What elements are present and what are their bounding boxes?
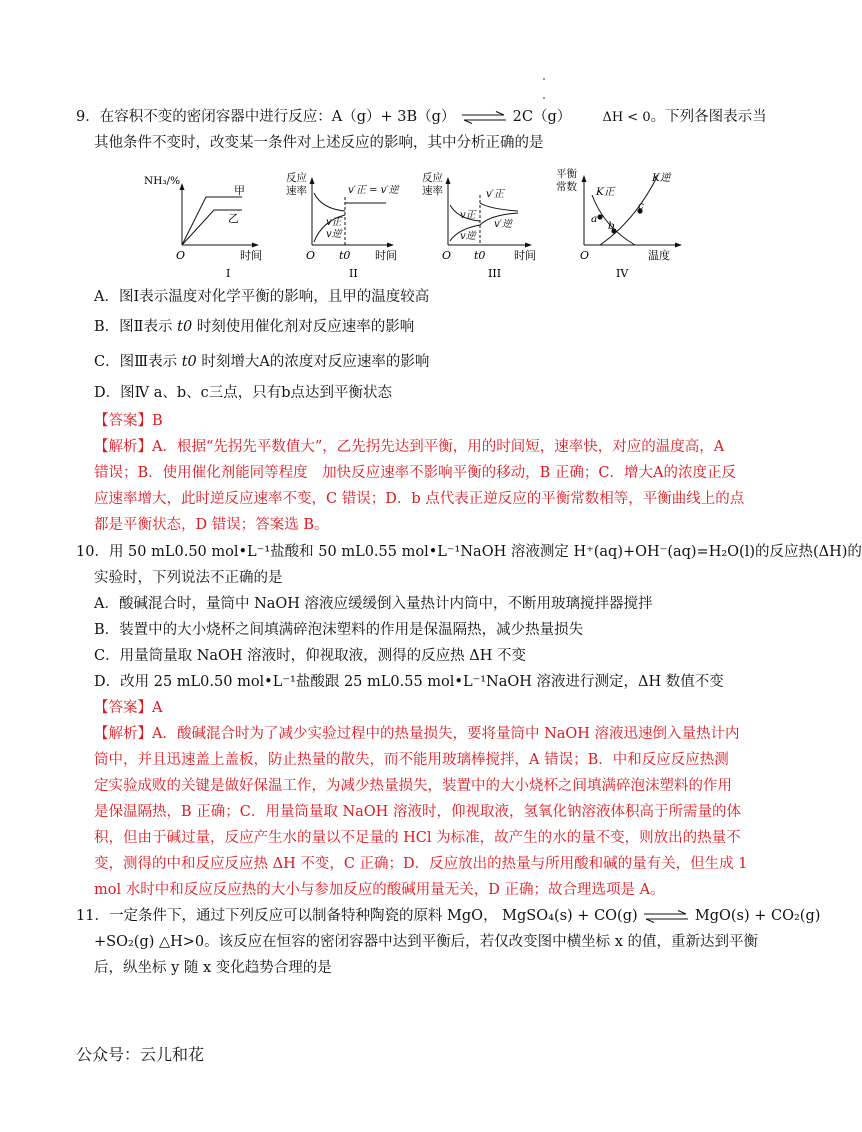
q10-explanation: 【解析】A．酸碱混合时为了减少实验过程中的热量损失，要将量筒中 NaOH 溶液迅速倒入量热计内 xyxy=(94,726,740,742)
q9-option-a: A．图Ⅰ表示温度对化学平衡的影响，且甲的温度较高 xyxy=(94,289,430,305)
q11-stem-line2: +SO₂(g) △H>0。该反应在恒容的密闭容器中达到平衡后，若仅改变图中横坐标 x 的值，重新达到平衡 xyxy=(94,934,759,950)
q9-stem-line2: 其他条件不变时，改变某一条件对上述反应的影响，其中分析正确的是 xyxy=(94,135,544,151)
q10-option-a: A．酸碱混合时，量筒中 NaOH 溶液应缓缓倒入量热计内筒中，不断用玻璃搅拌器搅拌 xyxy=(94,596,653,612)
fig1-label-yi: 乙 xyxy=(228,212,239,225)
delta-h-text: ΔH < 0 xyxy=(602,110,651,125)
fig3-label-fwd: v正 xyxy=(460,210,476,221)
scan-dot xyxy=(543,78,545,80)
fig4-label-b: b xyxy=(608,220,615,232)
fig1-label-jia: 甲 xyxy=(234,184,245,197)
q9-answer: 【答案】B xyxy=(94,413,163,429)
q9-figures xyxy=(130,165,690,280)
q9-stem-text: 2C（g） xyxy=(512,109,572,125)
t0-symbol: t0 xyxy=(177,319,193,335)
fig3-x-arrow-icon xyxy=(525,243,532,248)
footer-watermark: 公众号：云儿和花 xyxy=(76,1045,205,1064)
fig4-ylabel: 平衡 xyxy=(556,168,577,180)
figure-1 xyxy=(144,175,262,280)
q10-explanation: 是保温隔热，B 正确；C．用量筒量取 NaOH 溶液时，仰视取液，氢氧化钠溶液体积高于所需量的体 xyxy=(94,804,741,820)
fig2-t0: t0 xyxy=(339,249,351,262)
fig2-y-arrow-icon xyxy=(310,177,315,184)
fig2-x-arrow-icon xyxy=(387,243,394,248)
fig2-label-fwd: v正 xyxy=(326,217,342,228)
q9-stem-line1 xyxy=(76,108,767,127)
q10-explanation: 变，测得的中和反应反应热 ΔH 不变，C 正确；D．反应放出的热量与所用酸和碱的量有关，但生成 1 xyxy=(94,856,748,872)
fig3-caption: III xyxy=(488,267,502,280)
q11-stem-line1 xyxy=(76,907,820,925)
fig2-label-rev: v逆 xyxy=(326,229,342,240)
q11-stem-line3: 后，纵坐标 y 随 x 变化趋势合理的是 xyxy=(94,960,332,976)
fig4-y-arrow-icon xyxy=(582,175,587,182)
equilibrium-arrow-icon xyxy=(642,909,690,923)
q9-option-b: B．图Ⅱ表示 t0 时刻使用催化剂对反应速率的影响 xyxy=(94,319,415,335)
fig2-ylabel: 速率 xyxy=(286,185,307,197)
fig3-origin: O xyxy=(442,249,452,262)
fig1-ylabel: NH₃/% xyxy=(144,175,181,187)
fig4-x-arrow-icon xyxy=(675,243,682,248)
fig4-label-a: a xyxy=(591,213,598,225)
fig1-xlabel: 时间 xyxy=(240,249,262,262)
fig3-y-arrow-icon xyxy=(446,177,451,184)
fig3-label-rev2: v′逆 xyxy=(494,219,512,230)
q10-option-c: C．用量筒量取 NaOH 溶液时，仰视取液，测得的反应热 ΔH 不变 xyxy=(94,648,527,664)
fig2-v-fwd xyxy=(314,193,345,211)
fig3-label-fwd2: v′正 xyxy=(486,189,504,200)
fig3-t0: t0 xyxy=(474,249,486,262)
fig2-origin: O xyxy=(306,249,316,262)
fig1-x-arrow-icon xyxy=(252,243,259,248)
q9-explanation: 应速率增大，此时逆反应速率不变，C 错误；D．b 点代表正逆反应的平衡常数相等，平衡曲线上的点 xyxy=(94,491,745,507)
fig3-ylabel: 速率 xyxy=(422,185,443,197)
fig4-caption: IV xyxy=(616,267,629,280)
q11-stem-text: MgO(s) + CO₂(g) xyxy=(694,908,821,924)
fig3-xlabel: 时间 xyxy=(514,249,536,262)
q10-explanation: mol 水时中和反应反应热的大小与参加反应的酸碱用量无关，D 正确；故合理选项是 A。 xyxy=(94,882,665,898)
equilibrium-arrow-icon xyxy=(460,110,508,124)
fig3-label-rev: v逆 xyxy=(460,231,476,242)
q9-stem-text: 9．在容积不变的密闭容器中进行反应：A（g）+ 3B（g） xyxy=(76,109,456,125)
q10-stem-line2: 实验时，下列说法不正确的是 xyxy=(94,570,283,586)
q9-explanation: 错误；B．使用催化剂能同等程度 加快反应速率不影响平衡的移动，B 正确；C．增大A的浓度正反 xyxy=(94,465,736,481)
fig2-ylabel: 反应 xyxy=(286,172,307,184)
q10-explanation: 定实验成败的关键是做好保温工作，为减少热量损失，装置中的大小烧杯之间填满碎泡沫塑料的作用 xyxy=(94,778,732,794)
figure-3 xyxy=(422,171,536,280)
q11-stem-text: 11．一定条件下，通过下列反应可以制备特种陶瓷的原料 MgO， MgSO₄(s) + CO(g) xyxy=(76,908,638,924)
scan-dot xyxy=(543,97,545,99)
t0-symbol: t0 xyxy=(181,354,197,370)
fig1-y-arrow-icon xyxy=(180,183,185,190)
q10-explanation: 筒中，并且迅速盖上盖板，防止热量的散失，而不能用玻璃棒搅拌，A 错误；B．中和反应反应热测 xyxy=(94,752,729,768)
q10-answer: 【答案】A xyxy=(94,700,163,716)
figure-2 xyxy=(286,171,401,280)
fig2-caption: II xyxy=(349,267,358,280)
q10-option-d: D．改用 25 mL0.50 mol•L⁻¹盐酸跟 25 mL0.55 mol•L⁻¹NaOH 溶液进行测定，ΔH 数值不变 xyxy=(94,674,724,690)
fig1-origin: O xyxy=(176,249,186,262)
fig2-label-eq: v′正 = v′逆 xyxy=(348,185,399,196)
q10-option-b: B．装置中的大小烧杯之间填满碎泡沫塑料的作用是保温隔热，减少热量损失 xyxy=(94,622,584,638)
fig4-origin: O xyxy=(580,249,590,262)
fig1-caption: I xyxy=(226,267,231,280)
figure-4 xyxy=(556,167,682,280)
fig4-ylabel: 常数 xyxy=(556,181,577,193)
fig4-point-a xyxy=(597,214,602,219)
fig3-ylabel: 反应 xyxy=(422,172,443,184)
q9-stem-text: 。下列各图表示当 xyxy=(650,109,767,125)
q9-explanation: 都是平衡状态，D 错误；答案选 B。 xyxy=(94,517,329,533)
q9-option-c: C．图Ⅲ表示 t0 时刻增大A的浓度对反应速率的影响 xyxy=(94,354,430,370)
q9-option-d: D．图Ⅳ a、b、c三点，只有b点达到平衡状态 xyxy=(94,385,393,401)
fig4-label-c: c xyxy=(638,200,644,212)
fig3-v-fwd-new xyxy=(480,203,518,211)
fig4-label-krev: K逆 xyxy=(652,172,671,184)
q10-explanation: 积，但由于碱过量，反应产生水的量以不足量的 HCl 为标准，故产生的水的量不变，则放出的热量不 xyxy=(94,830,741,846)
q9-explanation: 【解析】A．根据“先拐先平数值大”，乙先拐先达到平衡，用的时间短，速率快，对应的温度高，A xyxy=(94,439,725,455)
fig4-xlabel: 温度 xyxy=(648,249,670,262)
fig4-label-kfwd: K正 xyxy=(596,186,615,198)
fig2-xlabel: 时间 xyxy=(375,249,397,262)
q10-stem-line1: 10．用 50 mL0.50 mol•L⁻¹盐酸和 50 mL0.55 mol•L⁻¹NaOH 溶液测定 H⁺(aq)+OH⁻(aq)=H₂O(l)的反应热(ΔH)的 xyxy=(76,544,862,560)
